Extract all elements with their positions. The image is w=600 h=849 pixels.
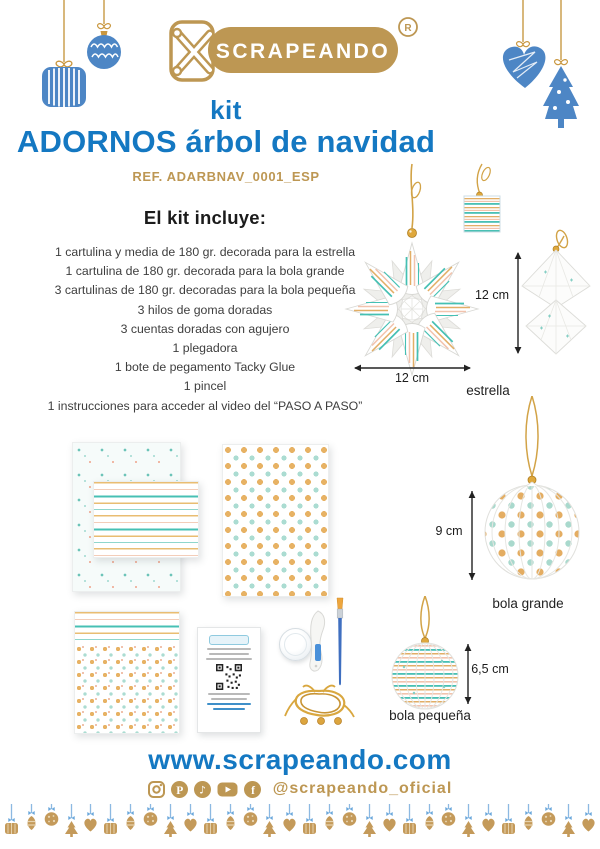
banner-ornament-gift — [102, 804, 119, 846]
bola-pequena-height-dimension: 6,5 cm — [471, 662, 509, 676]
banner-ornament-heart — [82, 804, 99, 846]
banner-ornament-tree — [162, 804, 179, 846]
cartulina-dots-pattern — [222, 444, 329, 597]
card-text-line — [207, 648, 251, 650]
bola-pequena-product-photo — [383, 596, 518, 726]
list-item: 1 plegadora — [172, 341, 238, 356]
cartulina-combo-pattern — [74, 611, 180, 734]
pincel-brush — [328, 596, 350, 690]
youtube-icon[interactable] — [217, 781, 238, 798]
banner-ornament-gift — [202, 804, 219, 846]
banner-ornament-tree — [560, 804, 577, 846]
estrella-product-photo — [330, 158, 600, 408]
pinterest-icon[interactable] — [171, 781, 188, 798]
card-text-line — [213, 708, 245, 710]
estrella-label: estrella — [466, 383, 510, 398]
banner-ornament-heart — [580, 804, 597, 846]
combo-dots-area — [75, 645, 179, 733]
banner-ornament-heart — [480, 804, 497, 846]
banner-ornament-ball — [43, 804, 60, 846]
qr-code — [216, 664, 242, 690]
bola-grande-height-dimension: 9 cm — [435, 524, 463, 538]
tiktok-icon[interactable] — [194, 781, 211, 798]
list-item: 1 instrucciones para acceder al video del “PASO A PASO” — [47, 398, 363, 413]
instructions-card — [197, 627, 261, 733]
banner-ornament-heart — [381, 804, 398, 846]
banner-ornament-gift — [301, 804, 318, 846]
svg-text:♪: ♪ — [198, 784, 206, 797]
svg-text:R: R — [404, 23, 412, 34]
card-text-line — [207, 703, 251, 705]
estrella-height-dimension: 12 cm — [474, 288, 510, 302]
instagram-icon[interactable] — [148, 781, 165, 798]
banner-ornament-tree — [361, 804, 378, 846]
banner-ornament-gift — [3, 804, 20, 846]
banner-ornament-ball — [142, 804, 159, 846]
banner-ornament-bauble — [520, 804, 537, 846]
estrella-width-dimension: 12 cm — [394, 371, 430, 385]
social-links-row — [0, 780, 600, 798]
list-item: 3 cuentas doradas con agujero — [120, 321, 290, 336]
title-kit: kit — [210, 95, 242, 125]
banner-ornament-bauble — [421, 804, 438, 846]
list-item: 1 bote de pegamento Tacky Glue — [114, 360, 296, 375]
list-item: 3 hilos de goma doradas — [137, 302, 273, 317]
card-text-line — [208, 693, 250, 695]
combo-stripes-area — [75, 612, 179, 645]
ornament-banner — [0, 804, 600, 849]
banner-ornament-tree — [460, 804, 477, 846]
banner-ornament-heart — [182, 804, 199, 846]
banner-ornament-bauble — [321, 804, 338, 846]
card-text-line — [206, 658, 252, 660]
card-text-line — [211, 698, 247, 700]
banner-ornament-ball — [341, 804, 358, 846]
svg-text:f: f — [250, 784, 255, 797]
banner-ornament-tree — [261, 804, 278, 846]
bola-grande-product-photo — [440, 396, 600, 596]
banner-ornament-bauble — [122, 804, 139, 846]
banner-ornament-bauble — [222, 804, 239, 846]
bola-pequena-label: bola pequeña — [389, 708, 471, 723]
banner-ornament-ball — [540, 804, 557, 846]
banner-ornament-tree — [63, 804, 80, 846]
bola-grande-label: bola grande — [492, 596, 564, 611]
svg-text:SCRAPEANDO: SCRAPEANDO — [215, 40, 391, 63]
website-link[interactable]: www.scrapeando.com — [148, 744, 452, 775]
includes-heading: El kit incluye: — [143, 207, 267, 228]
banner-ornament-bauble — [23, 804, 40, 846]
list-item: 3 cartulinas de 180 gr. decoradas para la bola pequeña — [54, 283, 356, 298]
scrapeando-logo — [162, 13, 422, 87]
cartulina-striped-pattern — [93, 481, 199, 558]
product-reference: REF. ADARBNAV_0001_ESP — [132, 169, 320, 184]
list-item: 1 cartulina de 180 gr. decorada para la bola grande — [65, 264, 345, 279]
cuentas-doradas — [296, 715, 346, 727]
banner-ornament-gift — [401, 804, 418, 846]
card-text-line — [209, 653, 249, 655]
card-logo — [209, 635, 249, 645]
banner-ornament-ball — [242, 804, 259, 846]
list-item: 1 cartulina y media de 180 gr. decorada para la estrella — [54, 245, 356, 259]
page-title: ADORNOS árbol de navidad — [16, 124, 436, 159]
heart-and-tree-decoration — [473, 0, 591, 140]
social-handle[interactable]: @scrapeando_oficial — [272, 780, 453, 797]
banner-ornament-gift — [500, 804, 517, 846]
svg-text:P: P — [176, 784, 184, 797]
banner-ornament-heart — [281, 804, 298, 846]
banner-ornament-ball — [440, 804, 457, 846]
list-item: 1 pincel — [183, 379, 227, 394]
facebook-icon[interactable] — [244, 781, 261, 798]
